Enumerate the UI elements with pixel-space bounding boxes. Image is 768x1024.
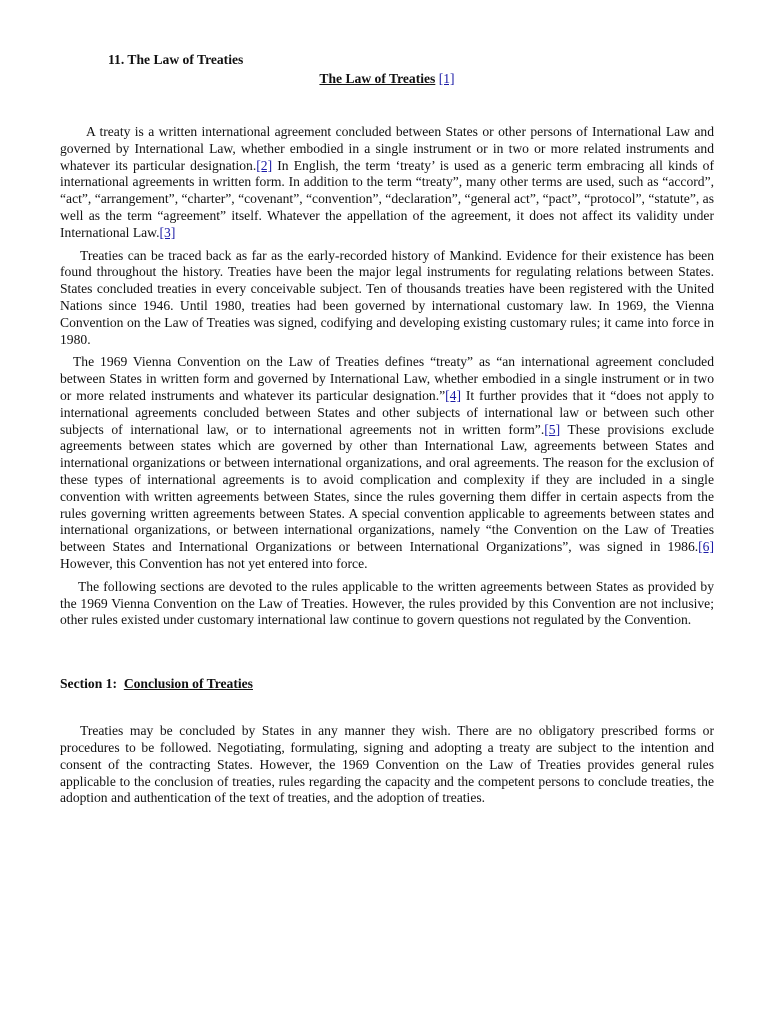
paragraph: [60, 354, 714, 572]
chapter-heading: 11. The Law of Treaties: [108, 52, 244, 67]
paragraph-text: It further provides that it “does not apply to international agreements concluded between States and other subjects of international law or between such other subjects of international law, or to international agreements not in written form”.: [60, 387, 714, 437]
footnote-link[interactable]: [4]: [445, 387, 461, 403]
paragraph-text: Treaties can be traced back as far as the early-recorded history of Mankind. Evidence for their existence has been found throughout the history. Treaties have been the major legal instruments for regulating relations between States. States concluded treaties in every conceivable subject. Ten of thousands treaties have been registered with the United Nations since 1946. Until 1980, treaties had been governed by international customary law. In 1969, the Vienna Convention on the Law of Treaties was signed, codifying and developing existing customary rules; it came into force in 1980.: [60, 247, 714, 347]
paragraph-text: In English, the term ‘treaty’ is used as a generic term embracing all kinds of international agreements in written form. In addition to the term “treaty”, many other terms are used, such as “accord”, “act”, “arrangement”, “charter”, “covenant”, “convention”, “declaration”, “general act”, “pact”, “protocol”, “statute”, as well as the term “agreement” itself. Whatever the appellation of the agreement, it does not affect its validity under International Law.: [60, 157, 714, 240]
footnote-link[interactable]: [3]: [159, 224, 176, 240]
title-text: The Law of Treaties: [319, 71, 436, 86]
paragraph: [60, 579, 714, 629]
footnote-link[interactable]: [5]: [544, 421, 561, 437]
page-title: [60, 70, 714, 88]
footnote-link[interactable]: [2]: [256, 157, 273, 173]
paragraph: [60, 248, 714, 349]
document-page: [60, 50, 714, 807]
footnote-link[interactable]: [6]: [698, 539, 714, 555]
section-title: Conclusion of Treaties: [123, 676, 253, 692]
paragraph-text: These provisions exclude agreements between states which are governed by other than International Law, agreements between States and international organizations or between international organizations, and oral agreements. The reason for the exclusion of these types of international agreements is to avoid complication and complexity if they are included in a single convention with written agreements between States, since the rules governing them differ in certain aspects from the rules governing written agreements between States. A special convention applicable to agreements between states and international organizations, or between international organizations, namely “the Convention on the Law of Treaties between States and International Organizations or between International Organizations”, was signed in 1986.: [60, 421, 715, 555]
paragraph-text: However, this Convention has not yet entered into force.: [60, 555, 368, 571]
section-label: Section 1:: [60, 676, 118, 692]
section-heading: [60, 675, 714, 693]
paragraph: Treaties may be concluded by States in any manner they wish. There are no obligatory prescribed forms or procedures to be followed. Negotiating, formulating, signing and adopting a treaty are subject to the intention and consent of the contracting States. However, the 1969 Convention on the Law of Treaties provides general rules applicable to the conclusion of treaties, rules regarding the capacity and the competent persons to conclude treaties, the adoption and authentication of the text of treaties, and the adoption of treaties.: [60, 723, 714, 806]
paragraph-text: The 1969 Vienna Convention on the Law of Treaties defines “treaty” as “an international agreement concluded between States in written form and governed by International Law, whether embodied in a single instrument or in two or more related instruments and whatever its particular designation.”: [60, 354, 714, 403]
paragraph: [60, 124, 714, 242]
paragraph-text: The following sections are devoted to the rules applicable to the written agreements between States as provided by the 1969 Vienna Convention on the Law of Treaties. However, the rules provided by this Convention are not inclusive; other rules existed under customary international law continue to govern questions not regulated by the Convention.: [60, 578, 714, 628]
paragraph-list: [60, 124, 714, 629]
paragraph-text: A treaty is a written international agreement concluded between States or other persons of International Law and governed by International Law, whether embodied in a single instrument or in two or more related instruments and whatever its particular designation.: [60, 124, 714, 173]
footnote-link[interactable]: [1]: [438, 71, 455, 86]
